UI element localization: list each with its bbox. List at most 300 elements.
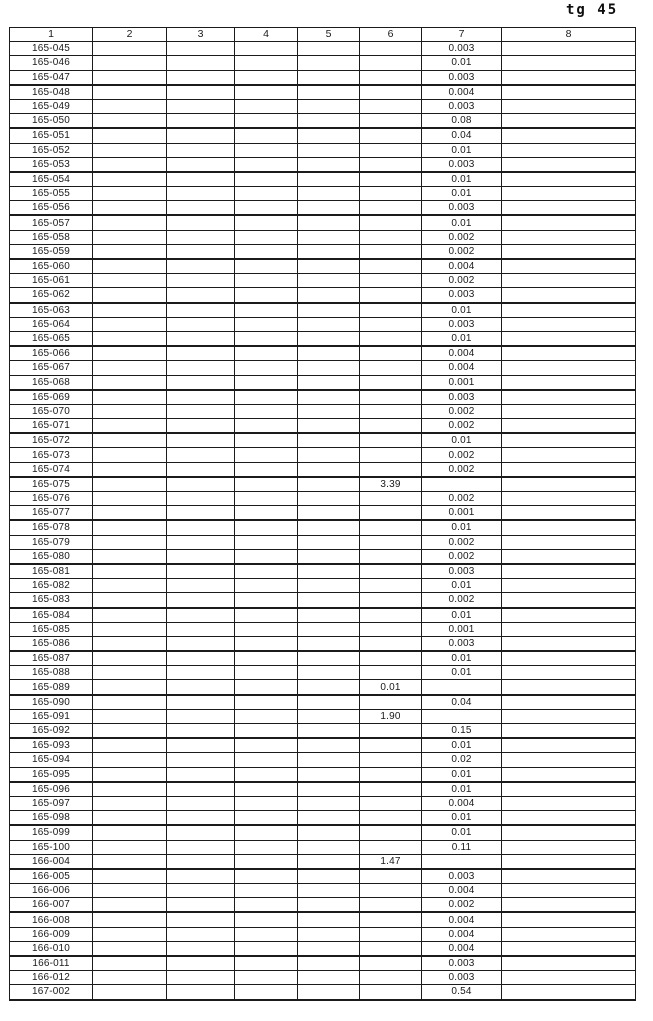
row-id-cell: 165-095: [10, 767, 93, 782]
value-cell: 0.01: [422, 738, 502, 753]
value-cell: [502, 201, 636, 216]
value-cell: [167, 128, 235, 143]
column-header-5: 5: [298, 28, 360, 42]
value-cell: 0.001: [422, 622, 502, 636]
table-row: [10, 42, 636, 56]
value-cell: [167, 404, 235, 418]
table-row: [10, 549, 636, 564]
value-cell: [167, 753, 235, 767]
value-cell: [360, 636, 422, 651]
value-cell: [298, 157, 360, 172]
value-cell: [93, 680, 167, 695]
value-cell: [360, 666, 422, 680]
row-id-cell: 166-011: [10, 956, 93, 971]
value-cell: [360, 390, 422, 405]
value-cell: [502, 99, 636, 113]
value-cell: [235, 201, 298, 216]
table-row: [10, 825, 636, 840]
table-row: [10, 288, 636, 303]
value-cell: [502, 724, 636, 739]
row-id-cell: 166-010: [10, 941, 93, 956]
table-row: [10, 172, 636, 187]
value-cell: [298, 912, 360, 927]
value-cell: [167, 593, 235, 608]
value-cell: [360, 898, 422, 913]
value-cell: [360, 114, 422, 129]
value-cell: [360, 608, 422, 623]
value-cell: 0.001: [422, 506, 502, 521]
row-id-cell: 165-075: [10, 477, 93, 492]
table-row: [10, 317, 636, 331]
value-cell: [360, 187, 422, 201]
value-cell: [360, 201, 422, 216]
value-cell: [167, 143, 235, 157]
value-cell: [360, 375, 422, 390]
value-cell: [360, 128, 422, 143]
row-id-cell: 166-005: [10, 869, 93, 884]
value-cell: [93, 331, 167, 346]
value-cell: 0.002: [422, 244, 502, 259]
value-cell: [93, 346, 167, 361]
value-cell: [93, 361, 167, 375]
value-cell: [167, 187, 235, 201]
value-cell: [502, 42, 636, 56]
row-id-cell: 165-053: [10, 157, 93, 172]
value-cell: 0.004: [422, 85, 502, 100]
value-cell: [167, 535, 235, 549]
value-cell: [298, 869, 360, 884]
value-cell: [360, 825, 422, 840]
value-cell: [298, 56, 360, 70]
row-id-cell: 165-088: [10, 666, 93, 680]
value-cell: [502, 636, 636, 651]
value-cell: [360, 840, 422, 854]
table-row: [10, 985, 636, 1000]
value-cell: [167, 941, 235, 956]
value-cell: [235, 99, 298, 113]
value-cell: [502, 608, 636, 623]
value-cell: [93, 753, 167, 767]
value-cell: 0.01: [422, 651, 502, 666]
value-cell: [167, 680, 235, 695]
value-cell: 0.01: [422, 782, 502, 797]
row-id-cell: 165-074: [10, 462, 93, 477]
value-cell: [167, 796, 235, 810]
table-row: [10, 187, 636, 201]
value-cell: 0.11: [422, 840, 502, 854]
value-cell: 0.002: [422, 419, 502, 434]
row-id-cell: 165-081: [10, 564, 93, 579]
value-cell: [93, 274, 167, 288]
value-cell: [167, 608, 235, 623]
value-cell: [167, 361, 235, 375]
row-id-cell: 165-058: [10, 230, 93, 244]
value-cell: [235, 796, 298, 810]
value-cell: 0.003: [422, 317, 502, 331]
value-cell: [298, 636, 360, 651]
value-cell: 0.004: [422, 796, 502, 810]
value-cell: [167, 840, 235, 854]
table-row: [10, 274, 636, 288]
value-cell: 0.002: [422, 549, 502, 564]
value-cell: [298, 346, 360, 361]
table-row: [10, 579, 636, 593]
value-cell: [93, 404, 167, 418]
table-row: [10, 738, 636, 753]
value-cell: [360, 738, 422, 753]
value-cell: [235, 535, 298, 549]
value-cell: [235, 811, 298, 826]
value-cell: [360, 492, 422, 506]
value-cell: [167, 448, 235, 462]
table-row: [10, 157, 636, 172]
value-cell: 0.01: [422, 666, 502, 680]
column-header-3: 3: [167, 28, 235, 42]
value-cell: [298, 898, 360, 913]
value-cell: [502, 971, 636, 985]
value-cell: [360, 99, 422, 113]
value-cell: [360, 215, 422, 230]
value-cell: [235, 244, 298, 259]
value-cell: [93, 782, 167, 797]
value-cell: 0.002: [422, 274, 502, 288]
row-id-cell: 165-055: [10, 187, 93, 201]
value-cell: [360, 622, 422, 636]
value-cell: [167, 56, 235, 70]
value-cell: [235, 782, 298, 797]
column-header-6: 6: [360, 28, 422, 42]
row-id-cell: 165-079: [10, 535, 93, 549]
value-cell: [235, 361, 298, 375]
value-cell: [360, 56, 422, 70]
value-cell: [167, 259, 235, 274]
value-cell: 0.01: [422, 825, 502, 840]
value-cell: [167, 244, 235, 259]
value-cell: 0.003: [422, 971, 502, 985]
value-cell: [298, 361, 360, 375]
value-cell: [502, 680, 636, 695]
value-cell: [235, 695, 298, 710]
value-cell: [502, 274, 636, 288]
value-cell: [360, 520, 422, 535]
value-cell: 3.39: [360, 477, 422, 492]
table-row: [10, 201, 636, 216]
table-row: [10, 651, 636, 666]
value-cell: [298, 680, 360, 695]
value-cell: [502, 549, 636, 564]
value-cell: [298, 259, 360, 274]
value-cell: [167, 172, 235, 187]
table-row: [10, 114, 636, 129]
value-cell: [298, 840, 360, 854]
value-cell: [235, 375, 298, 390]
value-cell: 0.002: [422, 404, 502, 418]
table-row: [10, 85, 636, 100]
value-cell: [167, 303, 235, 318]
row-id-cell: 165-083: [10, 593, 93, 608]
value-cell: [93, 172, 167, 187]
value-cell: [298, 274, 360, 288]
value-cell: [298, 404, 360, 418]
value-cell: [298, 564, 360, 579]
value-cell: [360, 259, 422, 274]
table-row: [10, 477, 636, 492]
table-row: [10, 244, 636, 259]
value-cell: 0.02: [422, 753, 502, 767]
value-cell: [235, 854, 298, 869]
value-cell: 0.01: [422, 767, 502, 782]
table-row: [10, 811, 636, 826]
value-cell: [235, 114, 298, 129]
row-id-cell: 166-012: [10, 971, 93, 985]
value-cell: 0.003: [422, 157, 502, 172]
value-cell: [502, 941, 636, 956]
value-cell: 0.002: [422, 448, 502, 462]
value-cell: [422, 477, 502, 492]
value-cell: [360, 579, 422, 593]
value-cell: [167, 666, 235, 680]
value-cell: [360, 157, 422, 172]
value-cell: [298, 884, 360, 898]
value-cell: [167, 622, 235, 636]
value-cell: [360, 695, 422, 710]
value-cell: [502, 244, 636, 259]
value-cell: 0.002: [422, 898, 502, 913]
value-cell: [360, 230, 422, 244]
value-cell: [93, 70, 167, 85]
table-row: [10, 695, 636, 710]
value-cell: [502, 782, 636, 797]
value-cell: [298, 85, 360, 100]
table-row: [10, 898, 636, 913]
value-cell: [360, 244, 422, 259]
row-id-cell: 165-059: [10, 244, 93, 259]
value-cell: [502, 753, 636, 767]
value-cell: [360, 346, 422, 361]
value-cell: [93, 811, 167, 826]
value-cell: [93, 99, 167, 113]
value-cell: 0.003: [422, 288, 502, 303]
table-body: [10, 42, 636, 1000]
row-id-cell: 165-093: [10, 738, 93, 753]
row-id-cell: 165-096: [10, 782, 93, 797]
value-cell: [298, 187, 360, 201]
value-cell: [360, 535, 422, 549]
value-cell: [360, 927, 422, 941]
value-cell: [235, 492, 298, 506]
value-cell: [235, 651, 298, 666]
value-cell: 0.01: [422, 187, 502, 201]
row-id-cell: 165-047: [10, 70, 93, 85]
value-cell: [360, 172, 422, 187]
row-id-cell: 165-084: [10, 608, 93, 623]
value-cell: 0.01: [422, 608, 502, 623]
table-row: [10, 535, 636, 549]
row-id-cell: 165-077: [10, 506, 93, 521]
value-cell: [235, 825, 298, 840]
value-cell: 0.002: [422, 462, 502, 477]
value-cell: [93, 506, 167, 521]
value-cell: [502, 157, 636, 172]
value-cell: [235, 912, 298, 927]
value-cell: 0.08: [422, 114, 502, 129]
value-cell: [502, 346, 636, 361]
row-id-cell: 165-085: [10, 622, 93, 636]
value-cell: [298, 42, 360, 56]
value-cell: [235, 215, 298, 230]
row-id-cell: 166-008: [10, 912, 93, 927]
value-cell: 0.003: [422, 42, 502, 56]
value-cell: [167, 99, 235, 113]
value-cell: [167, 564, 235, 579]
table-row: [10, 927, 636, 941]
value-cell: [167, 695, 235, 710]
value-cell: [93, 608, 167, 623]
value-cell: [298, 666, 360, 680]
value-cell: [235, 971, 298, 985]
row-id-cell: 165-087: [10, 651, 93, 666]
table-row: [10, 724, 636, 739]
value-cell: [167, 215, 235, 230]
value-cell: [502, 651, 636, 666]
value-cell: [167, 390, 235, 405]
row-id-cell: 165-060: [10, 259, 93, 274]
value-cell: [298, 433, 360, 448]
value-cell: [167, 724, 235, 739]
value-cell: [502, 840, 636, 854]
value-cell: [502, 927, 636, 941]
value-cell: [298, 927, 360, 941]
value-cell: [93, 840, 167, 854]
value-cell: [235, 259, 298, 274]
row-id-cell: 166-004: [10, 854, 93, 869]
table-row: [10, 622, 636, 636]
value-cell: [502, 593, 636, 608]
value-cell: [93, 927, 167, 941]
row-id-cell: 165-050: [10, 114, 93, 129]
row-id-cell: 165-068: [10, 375, 93, 390]
value-cell: 0.04: [422, 128, 502, 143]
value-cell: [93, 869, 167, 884]
value-cell: [502, 215, 636, 230]
value-cell: [360, 549, 422, 564]
value-cell: [167, 157, 235, 172]
value-cell: [360, 70, 422, 85]
value-cell: [93, 796, 167, 810]
value-cell: [298, 99, 360, 113]
column-header-7: 7: [422, 28, 502, 42]
value-cell: [93, 157, 167, 172]
row-id-cell: 165-071: [10, 419, 93, 434]
value-cell: 0.004: [422, 361, 502, 375]
value-cell: [93, 535, 167, 549]
value-cell: [298, 608, 360, 623]
value-cell: [235, 927, 298, 941]
value-cell: [502, 448, 636, 462]
value-cell: 0.01: [422, 172, 502, 187]
value-cell: [298, 709, 360, 723]
value-cell: [93, 143, 167, 157]
value-cell: [235, 303, 298, 318]
value-cell: [235, 172, 298, 187]
table-row: [10, 564, 636, 579]
value-cell: 0.01: [422, 520, 502, 535]
value-cell: [360, 956, 422, 971]
value-cell: [298, 651, 360, 666]
value-cell: [298, 477, 360, 492]
value-cell: [235, 128, 298, 143]
value-cell: [298, 375, 360, 390]
value-cell: [93, 317, 167, 331]
table-row: [10, 506, 636, 521]
value-cell: [360, 331, 422, 346]
value-cell: [167, 767, 235, 782]
value-cell: [167, 782, 235, 797]
value-cell: [502, 854, 636, 869]
value-cell: [235, 70, 298, 85]
value-cell: [298, 985, 360, 1000]
value-cell: [298, 854, 360, 869]
row-id-cell: 165-082: [10, 579, 93, 593]
value-cell: [167, 985, 235, 1000]
value-cell: [235, 579, 298, 593]
value-cell: [235, 157, 298, 172]
value-cell: [93, 230, 167, 244]
value-cell: [298, 317, 360, 331]
value-cell: [235, 884, 298, 898]
value-cell: 0.002: [422, 492, 502, 506]
row-id-cell: 165-099: [10, 825, 93, 840]
value-cell: [502, 259, 636, 274]
table-row: [10, 767, 636, 782]
value-cell: [502, 230, 636, 244]
table-row: [10, 956, 636, 971]
value-cell: [502, 404, 636, 418]
value-cell: [93, 695, 167, 710]
table-row: [10, 593, 636, 608]
value-cell: [360, 288, 422, 303]
value-cell: [93, 636, 167, 651]
row-id-cell: 165-063: [10, 303, 93, 318]
value-cell: [167, 927, 235, 941]
value-cell: 0.003: [422, 70, 502, 85]
row-id-cell: 165-070: [10, 404, 93, 418]
value-cell: 0.002: [422, 535, 502, 549]
value-cell: [502, 114, 636, 129]
value-cell: 0.004: [422, 927, 502, 941]
value-cell: [298, 492, 360, 506]
value-cell: [502, 492, 636, 506]
value-cell: [360, 361, 422, 375]
value-cell: [360, 303, 422, 318]
table-row: [10, 884, 636, 898]
value-cell: 0.003: [422, 99, 502, 113]
value-cell: [298, 796, 360, 810]
value-cell: [167, 651, 235, 666]
value-cell: [298, 244, 360, 259]
value-cell: [502, 811, 636, 826]
value-cell: [298, 506, 360, 521]
value-cell: [93, 215, 167, 230]
value-cell: [502, 303, 636, 318]
value-cell: [298, 201, 360, 216]
table-row: [10, 782, 636, 797]
value-cell: [502, 462, 636, 477]
value-cell: [167, 912, 235, 927]
value-cell: [235, 985, 298, 1000]
row-id-cell: 165-067: [10, 361, 93, 375]
value-cell: [235, 274, 298, 288]
